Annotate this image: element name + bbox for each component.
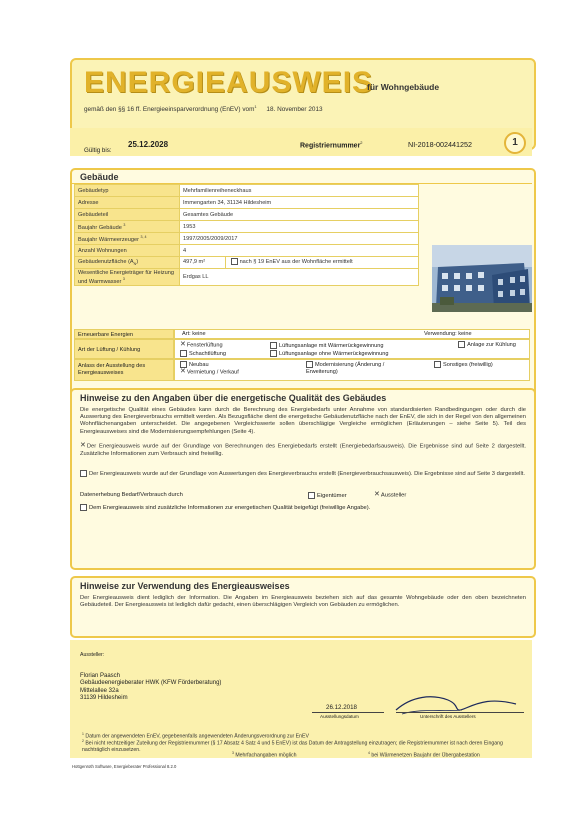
issuer-label: Aussteller: <box>80 652 105 658</box>
checkbox-icon <box>80 470 87 477</box>
row-label <box>75 269 180 286</box>
occasion-other[interactable] <box>434 361 494 369</box>
row-value: Mehrfamilienreiheneckhaus <box>180 185 419 197</box>
vent-option-recovery[interactable] <box>270 342 383 349</box>
certificate-page <box>62 40 540 790</box>
quality-hints-paragraph: Die energetische Qualität eines Gebäudes kann durch die Berechnung des Energiebedarfs unter Annahme von standardisierten Randbedingungen oder durch die Auswertung des Energieverbrauchs ermittelt werden. Als Bezugsfläche dient die energetische Gebäudenutzfläche nach der EnEV, die sich in der Regel von den allgemeinen Wohnflächenangaben unterscheidet. Die angegebenen Vergleichswerte sollen überschlägige Vergleiche ermöglichen (Erläuterungen – siehe Seite 5). Teil des Energieausweises sind die Modernisierungsempfehlungen (Seite 4). <box>80 407 526 435</box>
x-mark-icon: ✕ <box>374 491 380 498</box>
area-value: 497,9 m² <box>180 257 226 268</box>
checkbox-icon <box>270 350 277 357</box>
issue-date-label: Ausstellungsdatum <box>320 714 359 719</box>
row-label-sup: 3, 4 <box>140 234 147 239</box>
vent-option-label: Anlage zur Kühlung <box>467 341 516 348</box>
footnote-marker: 2 <box>82 739 84 743</box>
footnote-marker: 1 <box>82 732 84 736</box>
table-row <box>75 221 419 233</box>
checkbox-icon <box>180 361 187 368</box>
legal-text: gemäß den §§ 16 ff. Energieeinsparverordnung (EnEV) vom <box>84 106 255 114</box>
usage-hints-paragraph: Der Energieausweis dient lediglich der Information. Die Angaben im Energieausweis beziehen sich auf das gesamte Wohngebäude oder den oben bezeichneten Gebäudeteil. Der Energieausweis ist lediglich dafür gedacht, einen überschlägigen Vergleich von Gebäuden zu ermöglichen. <box>80 595 526 609</box>
footnote-marker: 4 <box>368 751 370 755</box>
document-title: ENERGIEAUSWEIS <box>84 66 374 99</box>
usage-hints-title: Hinweise zur Verwendung des Energieausweises <box>80 581 290 591</box>
building-section-title: Gebäude <box>80 172 119 182</box>
footnote-marker: 3 <box>232 751 234 755</box>
occasion-rent-sale[interactable] <box>180 369 239 375</box>
renewable-value-cell <box>174 329 530 339</box>
quality-option-additional[interactable] <box>80 504 370 511</box>
checkbox-icon <box>180 350 187 357</box>
checkbox-icon <box>306 361 313 368</box>
energy-label: Wesentliche Energieträger für Heizung und Warmwasser <box>78 269 174 285</box>
table-row <box>75 185 419 197</box>
issue-date-line <box>312 712 384 713</box>
row-value: 1997/2005/2009/2017 <box>180 233 419 245</box>
footnote-4-text: bei Wärmenetzen Baujahr der Übergabestation <box>371 752 480 759</box>
issuer-name: Florian Paasch <box>80 673 121 679</box>
data-collection-issuer[interactable] <box>374 492 406 499</box>
x-mark-icon: ✕ <box>180 368 186 375</box>
vent-option-no-recovery[interactable] <box>270 350 388 357</box>
checkbox-icon <box>80 504 87 511</box>
occasion-modernisation[interactable] <box>306 361 406 377</box>
vent-option-label: Lüftungsanlage ohne Wärmerückgewinnung <box>279 350 389 357</box>
area-option-checkbox[interactable] <box>231 258 238 265</box>
registration-number: NI-2018-002441252 <box>408 140 472 149</box>
renewable-use: Verwendung: keine <box>424 331 472 337</box>
data-collection-issuer-label: Aussteller <box>380 492 407 499</box>
row-value: 4 <box>180 245 419 257</box>
issuer-street: Mittelallee 32a <box>80 687 119 694</box>
data-collection-owner-label: Eigentümer <box>317 493 347 500</box>
occasion-option-label: Neubau <box>189 361 209 368</box>
row-value: Immengarten 34, 31134 Hildesheim <box>180 197 419 209</box>
occasion-option-label: Modernisierung (Änderung / Erweiterung) <box>306 361 385 376</box>
row-label <box>75 221 180 233</box>
checkbox-icon <box>308 492 315 499</box>
building-table <box>74 184 419 286</box>
renewable-label: Erneuerbare Energien <box>74 329 174 339</box>
registration-sup: 2 <box>360 140 363 145</box>
row-value: Gesamtes Gebäude <box>180 209 419 221</box>
table-row <box>75 233 419 245</box>
row-label: Anzahl Wohnungen <box>75 245 180 257</box>
checkbox-icon <box>434 361 441 368</box>
occasion-option-label: Sonstiges (freiwillig) <box>443 361 493 368</box>
checkbox-icon <box>458 341 465 348</box>
quality-hints-title: Hinweise zu den Angaben über die energetische Qualität des Gebäudes <box>80 393 387 403</box>
footnote-1-text: Datum der angewendeten EnEV, gegebenenfalls angewendeten Änderungsverordnung zur EnEV <box>85 733 309 740</box>
vent-option-label: Fensterlüftung <box>186 342 223 349</box>
vent-option-window[interactable] <box>180 342 223 348</box>
row-label: Gebäudetyp <box>75 185 180 197</box>
issue-date: 26.12.2018 <box>326 704 357 711</box>
renewable-type: Art: keine <box>182 331 206 337</box>
registration-label-text: Registriernummer <box>300 142 361 150</box>
quality-option-demand[interactable] <box>80 443 526 458</box>
data-collection-owner[interactable] <box>308 492 347 499</box>
row-label-text: Baujahr Gebäude <box>78 224 122 231</box>
issuer-city: 31139 Hildesheim <box>80 695 128 702</box>
occasion-label: Anlass der Ausstellung des Energieausweises <box>74 359 174 381</box>
legal-basis <box>84 104 323 113</box>
software-note: Hottgenroth Software, Energieberater Professional 8.2.0 <box>72 764 177 769</box>
legal-sup: 1 <box>254 104 257 109</box>
registration-label <box>300 140 363 149</box>
building-photo <box>432 245 532 312</box>
page-number-badge: 1 <box>504 132 526 154</box>
energy-sup: 3 <box>122 276 125 281</box>
footnote-3-text: Mehrfachangaben möglich <box>235 752 297 759</box>
signature-line <box>396 712 524 713</box>
footnote-2-text: Bei nicht rechtzeitiger Zuteilung der Registriernummer (§ 17 Absatz 4 Satz 4 und 5 EnEV) ist das Datum der Antragstellung einzutragen; die Registriernummer ist nach deren Eingang nachträglich einzusetzen. <box>82 740 503 754</box>
valid-until-date: 25.12.2028 <box>128 140 169 149</box>
quality-option-consumption-text: Der Energieausweis wurde auf der Grundlage von Auswertungen des Energieverbrauchs erstellt (Energieverbrauchsausweis). Die Ergebnisse sind auf Seite 3 dargestellt. <box>89 471 525 478</box>
document-subtitle: für Wohngebäude <box>367 82 440 92</box>
row-label: Adresse <box>75 197 180 209</box>
row-label-text: Baujahr Wärmeerzeuger <box>78 236 139 243</box>
issuer-address <box>80 673 221 703</box>
quality-option-additional-text: Dem Energieausweis sind zusätzliche Informationen zur energetischen Qualität beigefügt (freiwillige Angabe). <box>89 505 371 512</box>
signature-label: Unterschrift des Ausstellers <box>420 714 476 719</box>
row-label: Gebäudeteil <box>75 209 180 221</box>
table-row <box>75 257 419 269</box>
building-photo-image <box>432 245 532 312</box>
ventilation-label: Art der Lüftung / Kühlung <box>74 339 174 359</box>
quality-option-consumption[interactable] <box>80 470 526 478</box>
issuer-title: Gebäudeenergieberater HWK (KFW Förderberatung) <box>80 680 222 687</box>
table-row <box>75 245 419 257</box>
row-label <box>75 233 180 245</box>
vent-option-cooling[interactable] <box>456 341 518 349</box>
x-mark-icon: ✕ <box>80 442 86 449</box>
quality-option-demand-text: Der Energieausweis wurde auf der Grundlage von Berechnungen des Energiebedarfs erstellt (Energiebedarfsausweis). Die Ergebnisse sind auf Seite 2 dargestellt. Zusätzliche Informationen zum Verbrauch sind freiwillig. <box>80 443 526 457</box>
area-label: Gebäudenutzfläche (A <box>78 258 134 265</box>
data-collection-label: Datenerhebung Bedarf/Verbrauch durch <box>80 492 183 498</box>
table-row <box>75 269 419 286</box>
valid-until-label: Gültig bis: <box>84 147 112 154</box>
vent-option-shaft[interactable] <box>180 350 226 357</box>
occasion-new-build[interactable] <box>180 361 209 368</box>
area-sub: N <box>133 262 137 267</box>
row-value <box>180 257 419 269</box>
x-mark-icon: ✕ <box>180 341 186 348</box>
table-row <box>75 197 419 209</box>
row-label-sup: 3 <box>123 222 126 227</box>
row-value: 1953 <box>180 221 419 233</box>
legal-date: 18. November 2013 <box>266 106 323 114</box>
row-value: Erdgas LL <box>180 269 419 286</box>
vent-option-label: Lüftungsanlage mit Wärmerückgewinnung <box>279 342 384 349</box>
table-row <box>75 209 419 221</box>
row-label: Gebäudenutzfläche $(A_N)$ <box>75 257 180 269</box>
area-option-label: nach § 19 EnEV aus der Wohnfläche ermittelt <box>239 259 353 265</box>
checkbox-icon <box>270 342 277 349</box>
vent-option-label: Schachtlüftung <box>189 350 227 357</box>
footnote-4 <box>368 750 480 759</box>
occasion-option-label: Vermietung / Verkauf <box>186 369 239 376</box>
footnote-3 <box>232 750 296 759</box>
